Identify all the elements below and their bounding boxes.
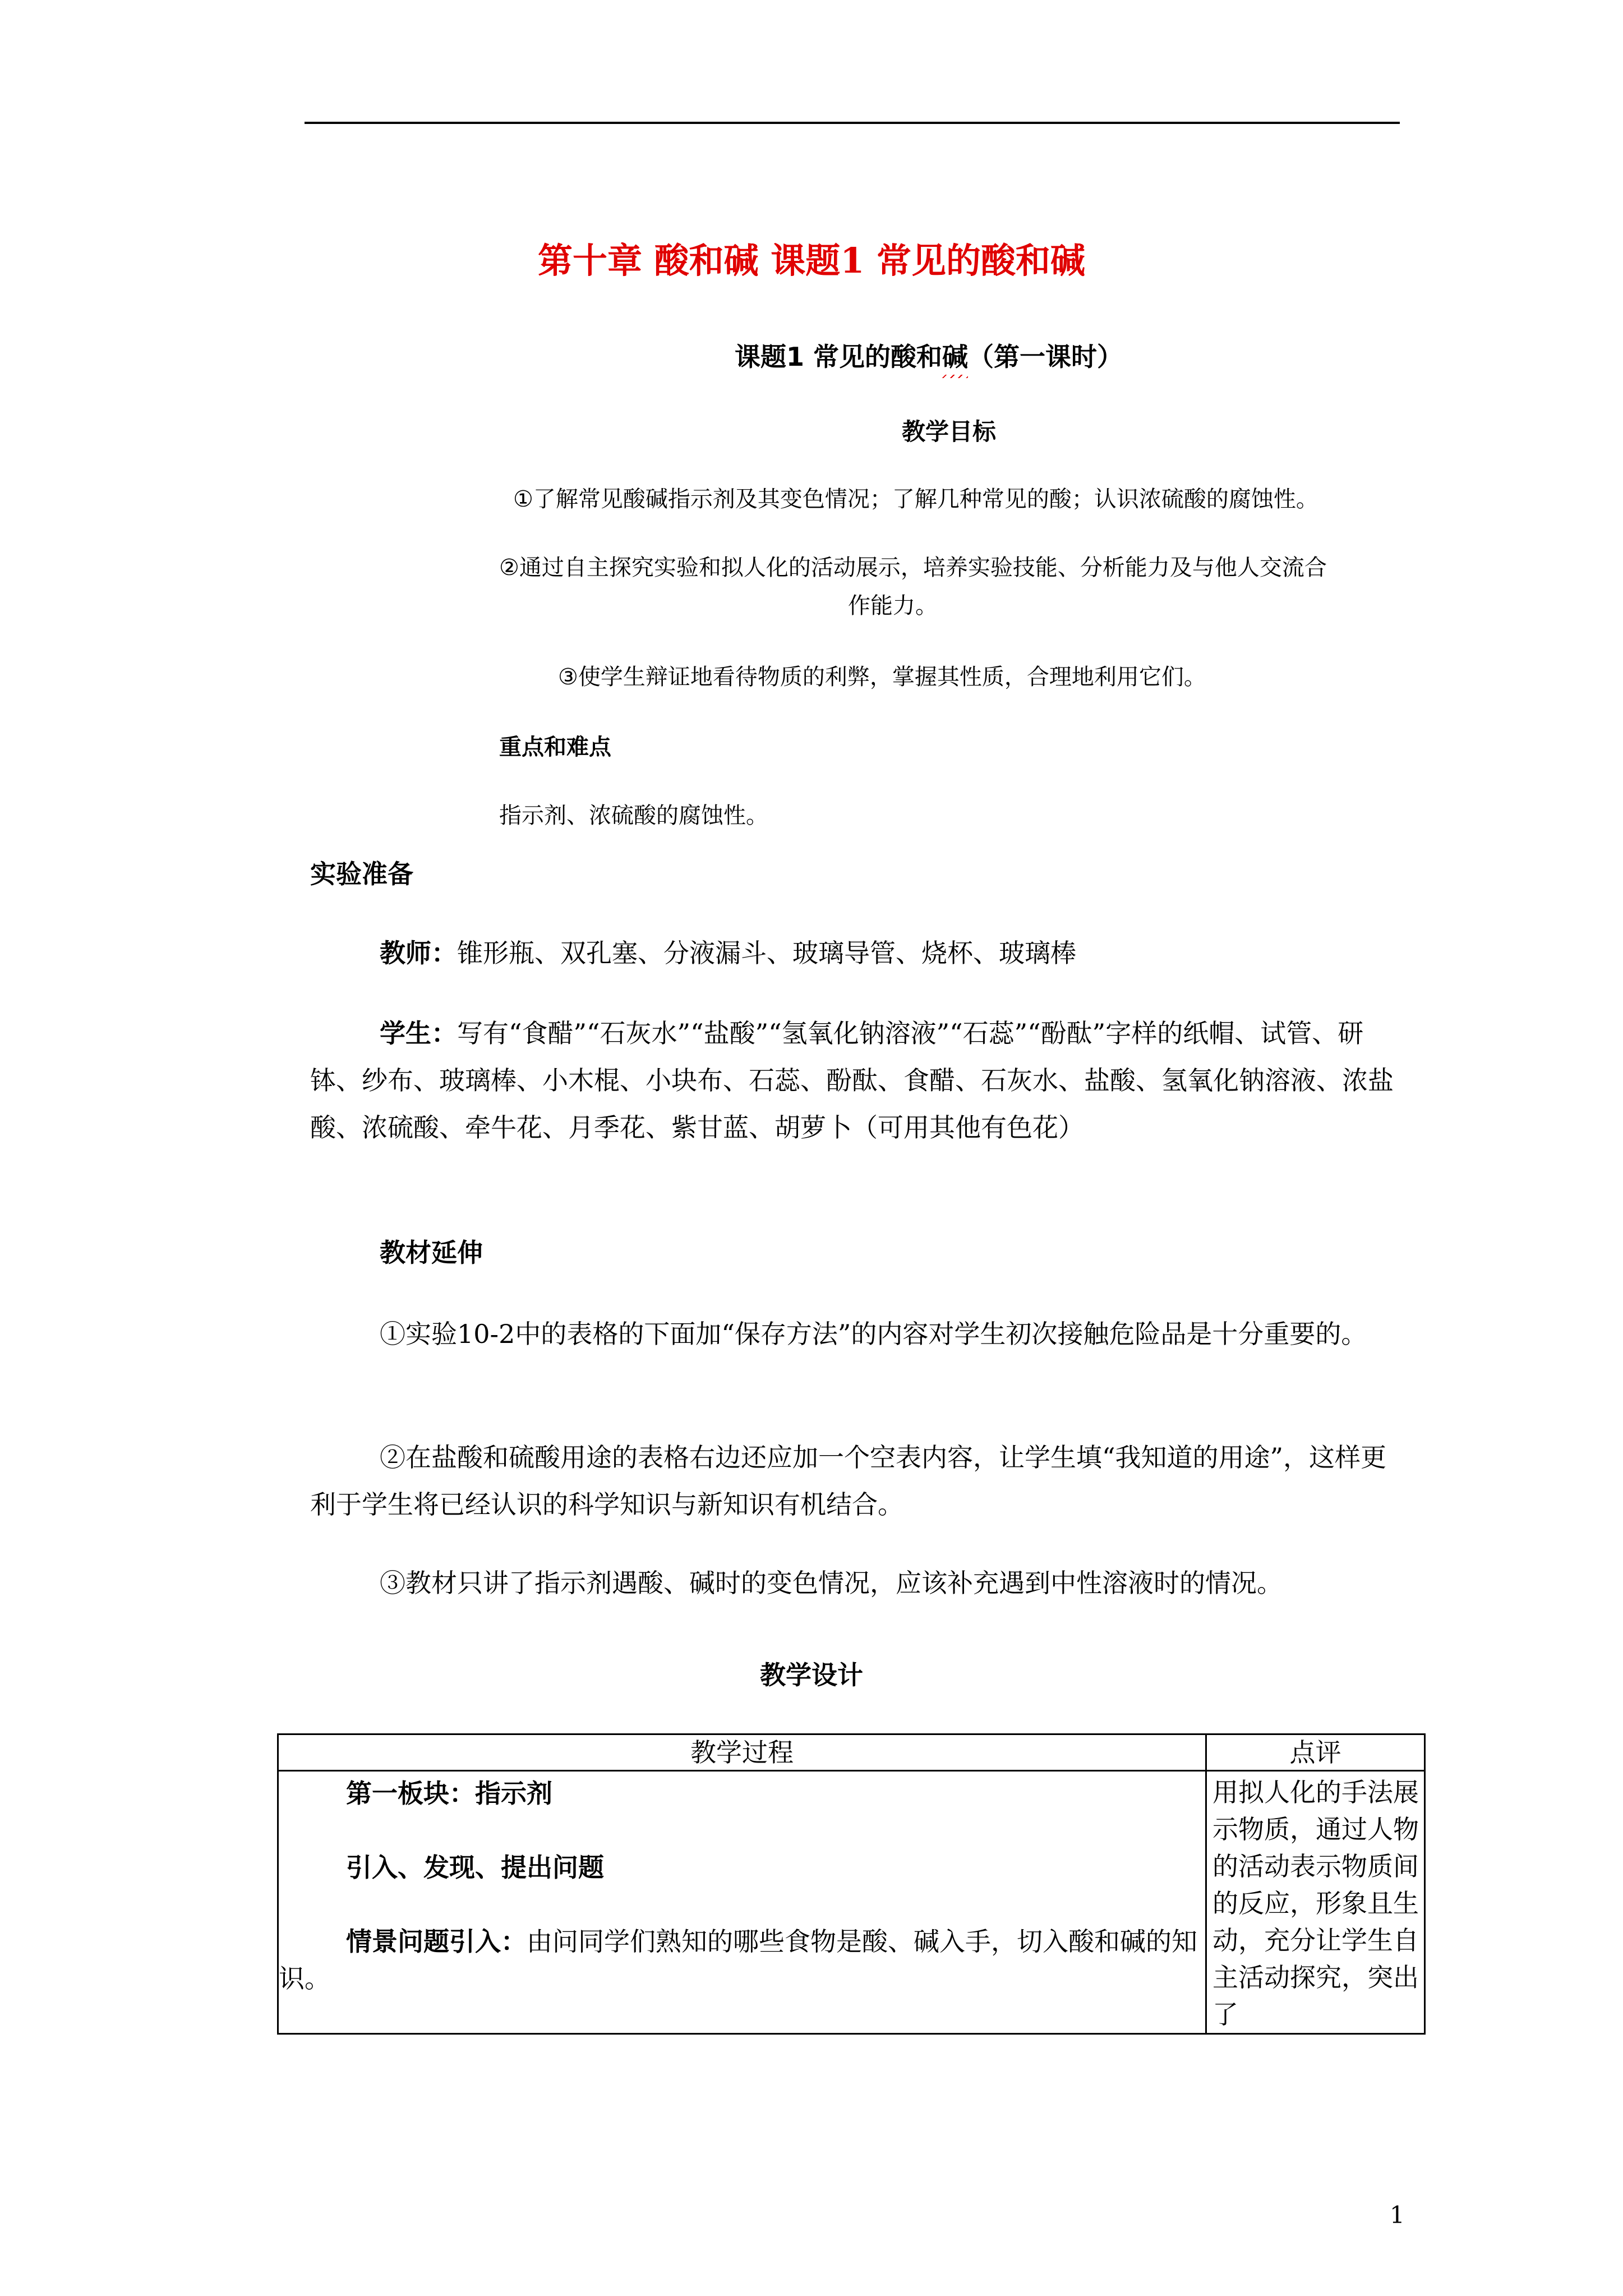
- goal-item-2-cont: 作能力。: [848, 593, 938, 619]
- lesson-subtitle: [735, 337, 1123, 374]
- teacher-text: 锥形瓶、双孔塞、分液漏斗、玻璃导管、烧杯、玻璃棒: [457, 938, 1076, 968]
- student-text: 写有“食醋”“石灰水”“盐酸”“氢氧化钠溶液”“石蕊”“酚酞”字样的纸帽、试管、研钵、纱布、玻璃棒、小木棍、小块布、石蕊、酚酞、食醋、石灰水、盐酸、氢氧化钠溶液、浓盐酸、浓硫酸、牵牛花、月季花、紫甘蓝、胡萝卜（可用其他有色花）: [310, 1018, 1394, 1143]
- intro-label: 情景问题引入：: [346, 1926, 527, 1957]
- col-process-header: 教学过程: [278, 1734, 1206, 1771]
- prep-student: [310, 1010, 1398, 1151]
- goal-item-1: ①了解常见酸碱指示剂及其变色情况；了解几种常见的酸；认识浓硫酸的腐蚀性。: [513, 486, 1318, 512]
- goal-item-3: ③使学生辩证地看待物质的利弊，掌握其性质，合理地利用它们。: [558, 664, 1206, 690]
- comment-cell: 用拟人化的手法展示物质，通过人物的活动表示物质间的反应，形象且生动，充分让学生自主活动探究，突出了: [1206, 1771, 1425, 2034]
- col-comment-header: 点评: [1206, 1734, 1425, 1771]
- block-title: 第一板块：指示剂: [346, 1778, 552, 1809]
- table-header-row: [278, 1734, 1425, 1771]
- student-label: 学生：: [380, 1018, 457, 1048]
- key-points-heading: 重点和难点: [499, 734, 611, 760]
- subtitle-prefix: 课题1 常见的酸和: [735, 342, 943, 372]
- header-rule: [305, 122, 1400, 124]
- design-heading: 教学设计: [760, 1660, 863, 1690]
- subtitle-suffix: （第一课时）: [968, 342, 1123, 372]
- subtitle-underlined-char: 碱: [942, 337, 968, 374]
- extension-heading: 教材延伸: [380, 1237, 483, 1268]
- intro-text: 由问同学们熟知的哪些食物是酸、碱入手，切入酸和碱的知识。: [279, 1926, 1197, 1994]
- section-title: 引入、发现、提出问题: [346, 1852, 604, 1883]
- extension-item-1: ①实验10-2中的表格的下面加“保存方法”的内容对学生初次接触危险品是十分重要的。: [380, 1319, 1367, 1349]
- intro-paragraph: [279, 1923, 1205, 1997]
- page-number: 1: [1390, 2201, 1405, 2229]
- table-row: [278, 1771, 1425, 2034]
- prep-heading: 实验准备: [310, 859, 413, 889]
- prep-teacher: [380, 933, 1076, 970]
- teacher-label: 教师：: [380, 938, 457, 968]
- design-table: [277, 1733, 1426, 2035]
- page-title: 第十章 酸和碱 课题1 常见的酸和碱: [538, 240, 1085, 281]
- key-points-text: 指示剂、浓硫酸的腐蚀性。: [499, 803, 768, 829]
- extension-item-2: ②在盐酸和硫酸用途的表格右边还应加一个空表内容，让学生填“我知道的用途”，这样更利于学生将已经认识的科学知识与新知识有机结合。: [310, 1442, 1387, 1520]
- goals-heading: 教学目标: [902, 418, 997, 445]
- goal-item-2: ②通过自主探究实验和拟人化的活动展示，培养实验技能、分析能力及与他人交流合: [499, 555, 1327, 581]
- extension-item-3: ③教材只讲了指示剂遇酸、碱时的变色情况，应该补充遇到中性溶液时的情况。: [380, 1568, 1283, 1598]
- process-cell: [278, 1771, 1206, 2034]
